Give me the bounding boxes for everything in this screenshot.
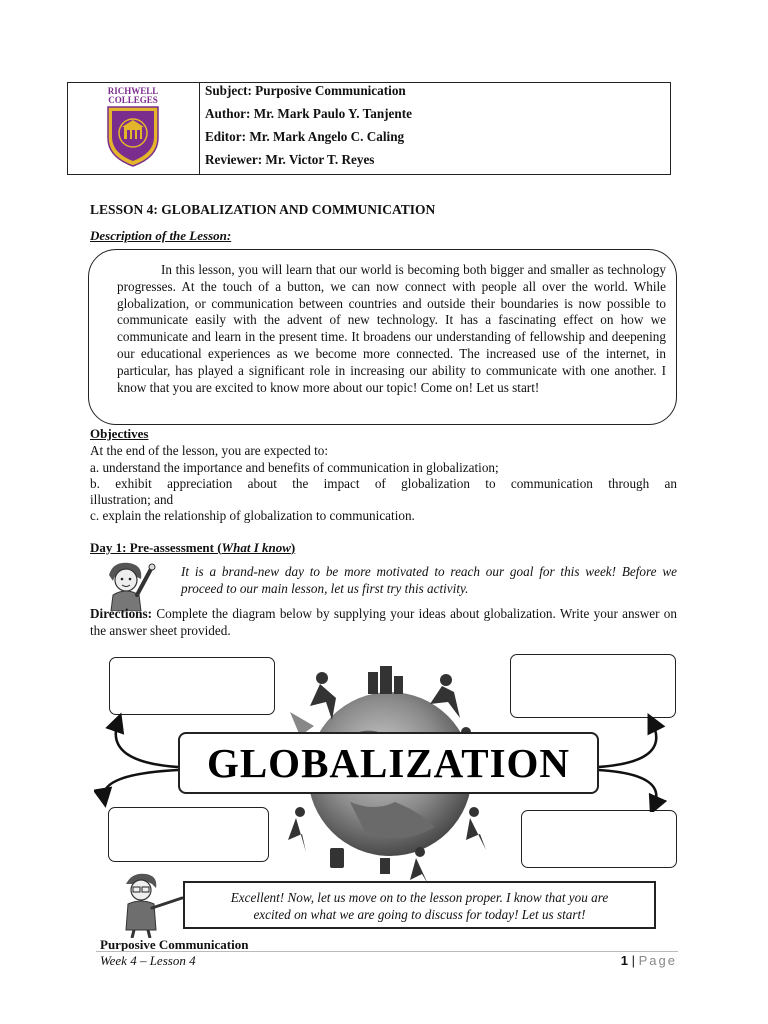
header-table (67, 82, 671, 175)
objectives-intro: At the end of the lesson, you are expected to: (90, 443, 329, 458)
footer-week-lesson: Week 4 – Lesson 4 (100, 953, 196, 968)
answer-box-top-right[interactable] (510, 654, 676, 718)
boy-pointing-illustration (99, 555, 169, 611)
closing-line-1: Excellent! Now, let us move on to the lesson proper. I know that you are (230, 890, 609, 905)
globalization-word: GLOBALIZATION (206, 740, 571, 786)
day1-intro: It is a brand-new day to be more motivated to reach our goal for this week! Before we proceed to our main lesson, let us first try this activity. (181, 564, 677, 596)
editor-line: Editor: Mr. Mark Angelo C. Caling (205, 129, 405, 144)
day1-heading-italic: What I know (221, 540, 291, 555)
page-separator: | (628, 953, 639, 968)
day1-heading (90, 540, 295, 556)
footer-page-number (621, 953, 677, 968)
directions (90, 606, 677, 639)
lesson-title: LESSON 4: GLOBALIZATION AND COMMUNICATION (90, 202, 436, 217)
footer-divider (96, 951, 678, 952)
answer-box-top-left[interactable] (109, 657, 275, 715)
richwell-colleges-logo (68, 83, 199, 174)
objective-b-cont: illustration; and (90, 492, 174, 507)
description-box (88, 249, 677, 425)
answer-box-bottom-right[interactable] (521, 810, 677, 868)
day1-heading-suffix: ) (290, 540, 296, 555)
answer-box-bottom-left[interactable] (108, 807, 269, 862)
description-text (117, 262, 666, 396)
objective-c: c. explain the relationship of globalization to communication. (90, 508, 415, 523)
subject-line: Subject: Purposive Communication (205, 83, 406, 98)
page-number: 1 (620, 953, 629, 968)
day1-heading-prefix: Day 1: Pre-assessment ( (90, 540, 222, 555)
closing-line-2: excited on what we are going to discuss for today! Let us start! (253, 907, 586, 922)
footer-course-title: Purposive Communication (100, 937, 249, 952)
logo-text-1: RICHWELL (107, 86, 159, 96)
logo-text-2: COLLEGES (108, 95, 158, 105)
objective-b: b. exhibit appreciation about the impact of globalization to communication through an (90, 476, 677, 491)
description-body: In this lesson, you will learn that our world is becoming both bigger and smaller as technology progresses. At the touch of a button, we can now connect with people all over the world. While globalization, or communication between countries and outside their boundaries is now possible to communicate easily with the advent of new technology. It has a fascinating effect on how we communicate and learn in the present time. It broadens our understanding of fellowship and deepening our educational experiences as we become more connected. The increased use of the internet, in particular, has played a significant role in increasing our ability to communicate with one another. I know that you are excited to know more about our topic! Come on! Let us start! (117, 262, 666, 395)
globalization-center-box (178, 732, 599, 794)
objectives-heading: Objectives (90, 426, 149, 441)
objective-a: a. understand the importance and benefits of communication in globalization; (90, 460, 499, 475)
directions-text: Complete the diagram below by supplying your ideas about globalization. Write your answer on the answer sheet provided. (90, 606, 677, 638)
teacher-pointing-illustration (112, 870, 186, 938)
logo-cell (68, 83, 200, 174)
reviewer-line: Reviewer: Mr. Victor T. Reyes (205, 152, 375, 167)
closing-message-box (183, 881, 656, 929)
directions-label: Directions: (90, 606, 153, 621)
author-line: Author: Mr. Mark Paulo Y. Tanjente (205, 106, 412, 121)
page-word: Page (638, 953, 677, 968)
description-heading: Description of the Lesson: (90, 228, 232, 243)
